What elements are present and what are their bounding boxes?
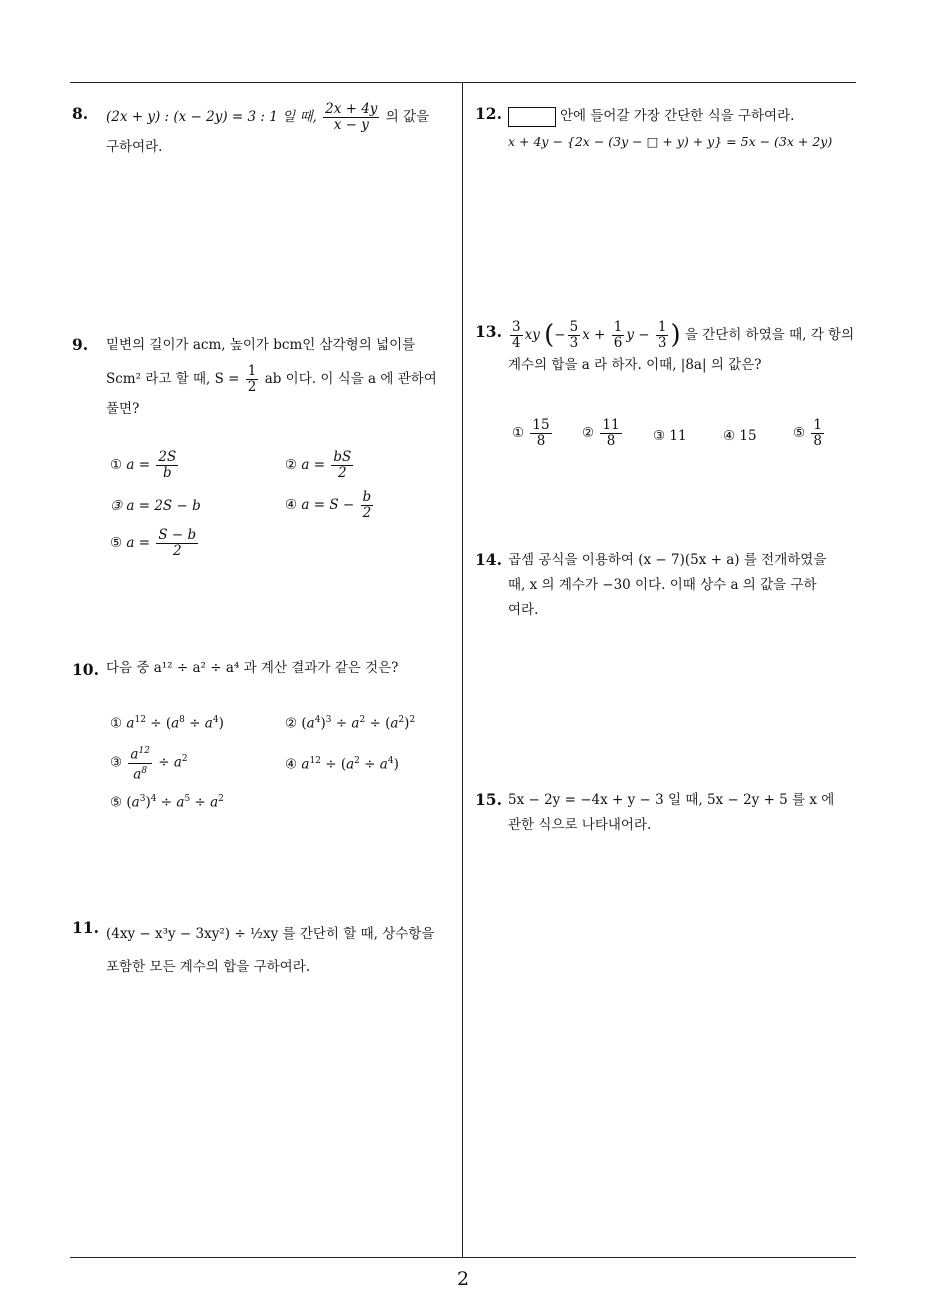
question-12-text: 안에 들어갈 가장 간단한 식을 구하여라. x + 4y − {2x − (3y − □ + y) + y} = 5x − (3x + 2y) [508, 108, 833, 149]
top-rule [70, 82, 856, 83]
question-14-text: 곱셈 공식을 이용하여 (x − 7)(5x + a) 를 전개하였을 때, x 의 계수가 −30 이다. 이때 상수 a 의 값을 구하 여라. [508, 552, 827, 618]
question-14-number: 14. [475, 550, 502, 569]
question-8-fraction: $\frac{2x + 4y}{x - y}$ [325, 101, 378, 133]
question-9-text: 밑변의 길이가 acm, 높이가 bcm인 삼각형의 넓이를 Scm² 라고 할 때, S = $\frac{1}{2}$ ab 이다. 이 식을 a 에 관하여 풀면? [106, 337, 437, 417]
question-15-text: 5x − 2y = −4x + y − 3 일 때, 5x − 2y + 5 를 x 에 관한 식으로 나타내어라. [508, 792, 835, 833]
column-divider [462, 83, 463, 1258]
page-number: 2 [456, 1268, 470, 1290]
question-9-option-4[interactable]: ④ a = S − $\frac{b}{2}$ [285, 489, 372, 521]
question-13-option-2[interactable]: ② $\frac{11}{8}$ [582, 417, 620, 449]
question-13-option-1[interactable]: ① $\frac{15}{8}$ [512, 417, 550, 449]
question-13-text: $\frac{3}{4}$ xy (− $\frac{5}{3}$ x + $\frac{1}{6}$ y − $\frac{1}{3}$ ) 을 간단히 하였을 때, 각 항의 계수의 합을 a 라 하자. 이때, |8a| 의 값은? [508, 319, 855, 373]
question-10-text: 다음 중 a¹² ÷ a² ÷ a⁴ 과 계산 결과가 같은 것은? [106, 660, 399, 676]
question-11-text: (4xy − x³y − 3xy²) ÷ ½xy 를 간단히 할 때, 상수항을 포함한 모든 계수의 합을 구하여라. [106, 926, 435, 975]
question-13-option-3[interactable]: ③ 11 [653, 428, 687, 444]
question-13-number: 13. [475, 322, 502, 341]
question-10-option-4[interactable]: ④ $a^{12} \div (a^2 \div a^4)$ [285, 756, 399, 773]
question-13-option-5[interactable]: ⑤ $\frac{1}{8}$ [793, 417, 822, 449]
question-12-number: 12. [475, 104, 502, 123]
question-15-number: 15. [475, 790, 502, 809]
question-8-text: (2x + y) : (x − 2y) = 3 : 1 일 때, $\frac{2x + 4y}{x - y}$ 의 값을 구하여라. [106, 102, 458, 160]
question-9-option-5[interactable]: ⑤ a = $\frac{S - b}{2}$ [110, 527, 197, 559]
question-9-option-1[interactable]: ① a = $\frac{2S}{b}$ [110, 449, 177, 481]
question-8-line2: 구하여라. [106, 139, 163, 155]
question-10-option-3[interactable]: ③ $\frac{a^{12}}{a^8}$ ÷ $a^2$ [110, 746, 188, 782]
blank-box [508, 107, 556, 127]
question-9-number: 9. [72, 335, 89, 354]
question-10-option-2[interactable]: ② $(a^4)^3 \div a^2 \div (a^2)^2$ [285, 715, 416, 732]
question-8-number: 8. [72, 104, 89, 123]
question-9-option-3[interactable]: ③ a = 2S − b [110, 498, 201, 514]
question-10-number: 10. [72, 660, 99, 679]
question-13-option-4[interactable]: ④ 15 [723, 428, 757, 444]
question-9-option-2[interactable]: ② a = $\frac{bS}{2}$ [285, 449, 352, 481]
bottom-rule [70, 1257, 856, 1258]
question-11-number: 11. [72, 918, 99, 937]
question-10-option-1[interactable]: ① $a^{12} \div (a^8 \div a^4)$ [110, 715, 224, 732]
question-10-option-5[interactable]: ⑤ $(a^3)^4 \div a^5 \div a^2$ [110, 794, 224, 811]
question-8-ratio: (2x + y) : (x − 2y) = 3 : 1 일 때, [106, 109, 317, 125]
